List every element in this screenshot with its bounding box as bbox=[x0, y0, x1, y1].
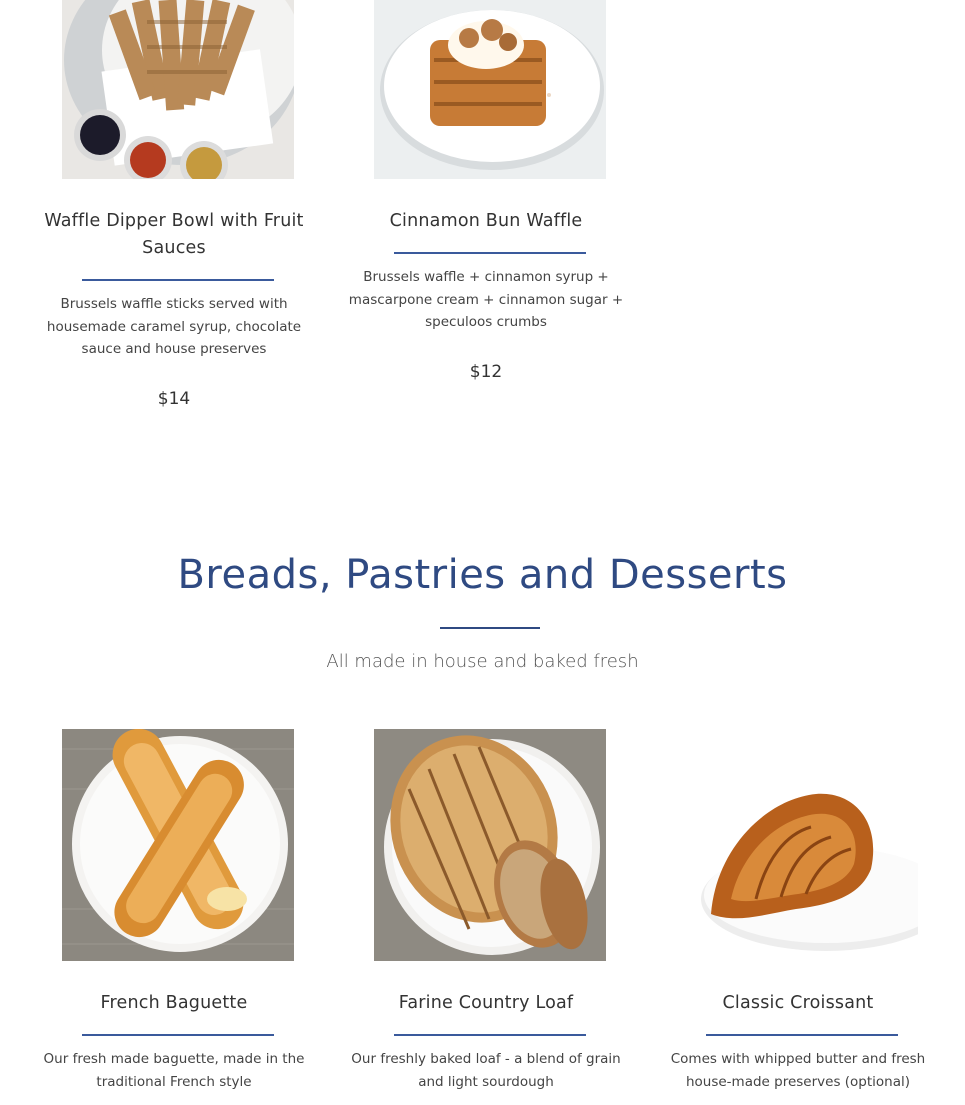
country-loaf-photo[interactable] bbox=[374, 729, 606, 961]
croissant-photo[interactable] bbox=[686, 729, 918, 961]
menu-item-price: $14 bbox=[157, 389, 191, 409]
menu-item-description: Comes with whipped butter and fresh house-made preserves (optional) bbox=[670, 1051, 926, 1090]
title-divider bbox=[394, 1034, 586, 1036]
menu-item-title: French Baguette bbox=[100, 993, 248, 1013]
menu-item-title: Classic Croissant bbox=[722, 993, 874, 1013]
title-divider bbox=[394, 252, 586, 254]
cinnamon-waffle-photo[interactable] bbox=[374, 0, 606, 179]
menu-item-title: Waffle Dipper Bowl with Fruit Sauces bbox=[44, 211, 304, 258]
menu-item-description: Brussels waffle sticks served with housemade caramel syrup, chocolate sauce and house preserves bbox=[46, 296, 302, 357]
title-divider bbox=[706, 1034, 898, 1036]
section-title: Breads, Pastries and Desserts bbox=[177, 552, 788, 598]
waffle-dipper-photo[interactable] bbox=[62, 0, 294, 179]
menu-item-description: Brussels waffle + cinnamon syrup + mascarpone cream + cinnamon sugar + speculoos crumbs bbox=[348, 269, 624, 330]
title-divider bbox=[82, 279, 274, 281]
menu-item-description: Our fresh made baguette, made in the traditional French style bbox=[43, 1051, 305, 1090]
menu-item-title: Farine Country Loaf bbox=[398, 993, 574, 1013]
menu-item-price: $12 bbox=[469, 362, 503, 382]
baguette-photo[interactable] bbox=[62, 729, 294, 961]
title-divider bbox=[82, 1034, 274, 1036]
section-divider bbox=[440, 627, 540, 629]
section-subtitle: All made in house and baked fresh bbox=[326, 651, 639, 672]
menu-item-title: Cinnamon Bun Waffle bbox=[389, 211, 583, 231]
menu-item-description: Our freshly baked loaf - a blend of grain and light sourdough bbox=[351, 1051, 621, 1090]
